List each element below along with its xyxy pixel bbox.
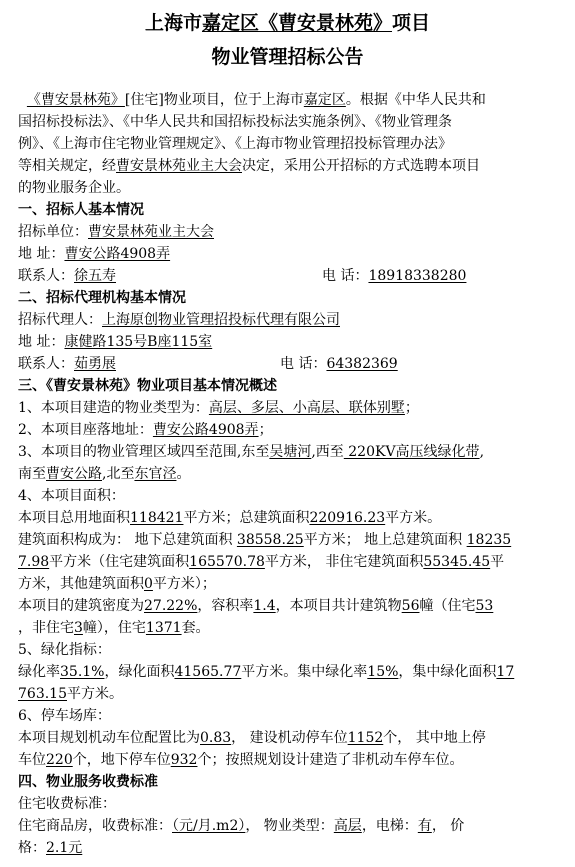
page-title-line2: 物业管理招标公告 — [211, 46, 364, 68]
section3-composition-line2 — [18, 551, 504, 573]
section2-agent — [18, 309, 340, 331]
section2-address — [18, 331, 212, 353]
section1-contact — [18, 265, 116, 287]
section3-item5-heading: 5、绿化指标： — [18, 642, 111, 658]
item-text: 个；按照规划设计建造了非机动车停车位。 — [197, 752, 464, 768]
title-city: 上海市 — [144, 12, 202, 34]
parking-ratio: 0.83 — [200, 730, 232, 746]
section2-phone — [280, 353, 398, 375]
land-area: 118421 — [130, 510, 184, 526]
page-title-line1 — [0, 11, 575, 35]
section3-density-line2 — [18, 617, 210, 639]
item-text: 平方米。集中绿化率 — [241, 664, 368, 680]
item-text: 2、本项目座落地址： — [18, 422, 153, 438]
item-text: 平方米； 地上总建筑面积 — [303, 532, 467, 548]
field-label: 电 话： — [280, 356, 327, 372]
title-suffix: 项目 — [392, 12, 431, 34]
section3-item3-line1 — [18, 441, 484, 463]
intro-line-3: 例》、《上海市住宅物业管理规定》、《上海市物业管理招投标管理办法》 — [18, 136, 452, 152]
residential-building-count: 53 — [475, 598, 494, 614]
field-label: 地 址： — [18, 246, 65, 262]
nonresidential-building-count: 3 — [74, 620, 83, 636]
household-count: 1371 — [145, 620, 182, 636]
section3-green-line2 — [18, 683, 123, 705]
agency-phone: 64382369 — [326, 356, 398, 372]
tenderer-contact: 徐五寿 — [74, 268, 116, 284]
intro-line-4 — [18, 155, 480, 177]
green-area: 41565.77 — [174, 664, 242, 680]
item-text: 幢），住宅 — [82, 620, 146, 636]
section1-phone — [322, 265, 466, 287]
section3-density-line1 — [18, 595, 493, 617]
parking-total: 1152 — [347, 730, 384, 746]
intro-owners-assembly: 曹安景林苑业主大会 — [116, 158, 242, 174]
field-label: 招标单位： — [18, 224, 88, 240]
intro-line-2: 国招标投标法》、《中华人民共和国招标投标法实施条例》、《物业管理条 — [18, 114, 452, 130]
item-text: ， 建设机动停车位 — [231, 730, 348, 746]
item-text: 本项目规划机动车位配置比为 — [18, 730, 200, 746]
title-project-name: 《曹安景林苑》 — [259, 12, 393, 34]
intro-text: [住宅]物业项目，位于上海市 — [124, 92, 304, 108]
item-text: 幢（住宅 — [419, 598, 476, 614]
fee-price: 2.1元 — [46, 840, 83, 856]
section3-area-line — [18, 507, 441, 529]
agency-name: 上海原创物业管理招投标代理有限公司 — [102, 312, 340, 328]
agency-contact: 茹勇展 — [74, 356, 116, 372]
section4-subheading: 住宅收费标准： — [18, 796, 116, 812]
central-green-rate: 15% — [367, 664, 399, 680]
property-address: 曹安公路4908弄 — [152, 422, 259, 438]
fee-unit: （元/月.m2） — [172, 818, 246, 834]
boundary-north: 东官泾 — [134, 466, 177, 482]
section3-item3-line2 — [18, 463, 190, 485]
building-density: 27.22% — [144, 598, 198, 614]
total-building-area: 220916.23 — [309, 510, 386, 526]
other-area: 0 — [144, 576, 153, 592]
section1-unit — [18, 221, 214, 243]
nonresidential-area: 55345.45 — [423, 554, 491, 570]
green-rate: 35.1% — [60, 664, 105, 680]
section2-heading: 二、招标代理机构基本情况 — [18, 290, 186, 306]
item-text: 平方米， 非住宅建筑面积 — [264, 554, 424, 570]
item-text: 住宅商品房，收费标准： — [18, 818, 172, 834]
section3-composition-line3 — [18, 573, 216, 595]
section3-parking-line2 — [18, 749, 463, 771]
item-text: 平方米（住宅建筑面积 — [49, 554, 190, 570]
intro-text: 等相关规定，经 — [18, 158, 116, 174]
section3-parking-line1 — [18, 727, 486, 749]
item-text: ； — [404, 400, 419, 416]
section3-composition-line1 — [18, 529, 511, 551]
item-text: 平方米；总建筑面积 — [183, 510, 310, 526]
item-text: 1、本项目建造的物业类型为： — [18, 400, 209, 416]
item-text: 建筑面积构成为： 地下总建筑面积 — [18, 532, 237, 548]
item-text: 格： — [18, 840, 46, 856]
item-text: ，非住宅 — [18, 620, 74, 636]
section1-heading: 一、招标人基本情况 — [18, 202, 144, 218]
agency-address: 康健路135号B座115室 — [64, 334, 213, 350]
item-text: , — [479, 444, 485, 460]
section3-heading: 三、《曹安景林苑》物业项目基本情况概述 — [18, 378, 277, 394]
property-types: 高层、多层、小高层、联体别墅 — [208, 400, 405, 416]
field-label: 电 话： — [322, 268, 369, 284]
item-text: 本项目的建筑密度为 — [18, 598, 144, 614]
fee-elevator: 有 — [417, 818, 432, 834]
parking-underground: 932 — [170, 752, 198, 768]
intro-text: 决定，采用公开招标的方式选聘本项目 — [242, 158, 480, 174]
tenderer-name: 曹安景林苑业主大会 — [88, 224, 214, 240]
item-text: ，本项目共计建筑物 — [275, 598, 402, 614]
intro-text: 。根据《中华人民共和 — [345, 92, 486, 108]
tenderer-address: 曹安公路4908弄 — [64, 246, 171, 262]
item-text: 平方米）； — [152, 576, 216, 592]
section3-item1 — [18, 397, 419, 419]
item-text: ； — [258, 422, 273, 438]
field-label: 地 址： — [18, 334, 65, 350]
item-text: 平 — [490, 554, 505, 570]
fee-property-type: 高层 — [333, 818, 362, 834]
boundary-west: 220KV高压线绿化带 — [343, 444, 480, 460]
section1-address — [18, 243, 170, 265]
item-text: 套。 — [181, 620, 210, 636]
item-text: 绿化率 — [18, 664, 60, 680]
item-text: ，绿化面积 — [104, 664, 175, 680]
item-text: ， 物业类型： — [245, 818, 334, 834]
item-text: 。 — [176, 466, 191, 482]
field-label: 联系人： — [18, 268, 74, 284]
item-text: ,北至 — [102, 466, 135, 482]
item-text: 车位 — [18, 752, 46, 768]
item-text: ，电梯： — [361, 818, 418, 834]
above-ground-area: 7.98 — [18, 554, 50, 570]
section4-fee-line1 — [18, 815, 464, 837]
parking-above-ground: 220 — [46, 752, 73, 768]
item-text: 个， 其中地上停 — [383, 730, 486, 746]
field-label: 招标代理人： — [18, 312, 102, 328]
boundary-south: 曹安公路 — [46, 466, 102, 482]
building-count: 56 — [401, 598, 420, 614]
tenderer-phone: 18918338280 — [368, 268, 467, 284]
boundary-east: 吴塘河 — [269, 444, 312, 460]
item-text: 南至 — [18, 466, 46, 482]
section3-green-line1 — [18, 661, 514, 683]
item-text: 方米，其他建筑面积 — [18, 576, 144, 592]
item-text: ,西至 — [311, 444, 344, 460]
section2-contact — [18, 353, 116, 375]
section3-item6-heading: 6、停车场库： — [18, 708, 111, 724]
central-green-area: 17 — [496, 664, 515, 680]
intro-line-1 — [18, 89, 486, 111]
intro-district: 嘉定区 — [303, 92, 346, 108]
item-text: ，容积率 — [197, 598, 254, 614]
section3-item4-heading: 4、本项目面积： — [18, 488, 125, 504]
central-green-area: 763.15 — [18, 686, 67, 702]
section3-item2 — [18, 419, 273, 441]
item-text: 平方米。 — [67, 686, 123, 702]
item-text: ，集中绿化面积 — [398, 664, 497, 680]
item-text: 个，地下停车位 — [72, 752, 171, 768]
section4-heading: 四、物业服务收费标准 — [18, 774, 158, 790]
item-text: 平方米。 — [385, 510, 442, 526]
underground-area: 38558.25 — [236, 532, 304, 548]
intro-line-5: 的物业服务企业。 — [18, 180, 130, 196]
item-text: 本项目总用地面积 — [18, 510, 130, 526]
item-text: ， 价 — [431, 818, 465, 834]
item-text: 3、本项目的物业管理区域四至范围,东至 — [18, 444, 270, 460]
intro-project-name: 《曹安景林苑》 — [26, 92, 125, 108]
above-ground-area: 18235 — [466, 532, 512, 548]
title-district: 嘉定区 — [201, 12, 259, 34]
residential-area: 165570.78 — [189, 554, 265, 570]
field-label: 联系人： — [18, 356, 74, 372]
plot-ratio: 1.4 — [253, 598, 276, 614]
section4-fee-line2 — [18, 837, 82, 859]
